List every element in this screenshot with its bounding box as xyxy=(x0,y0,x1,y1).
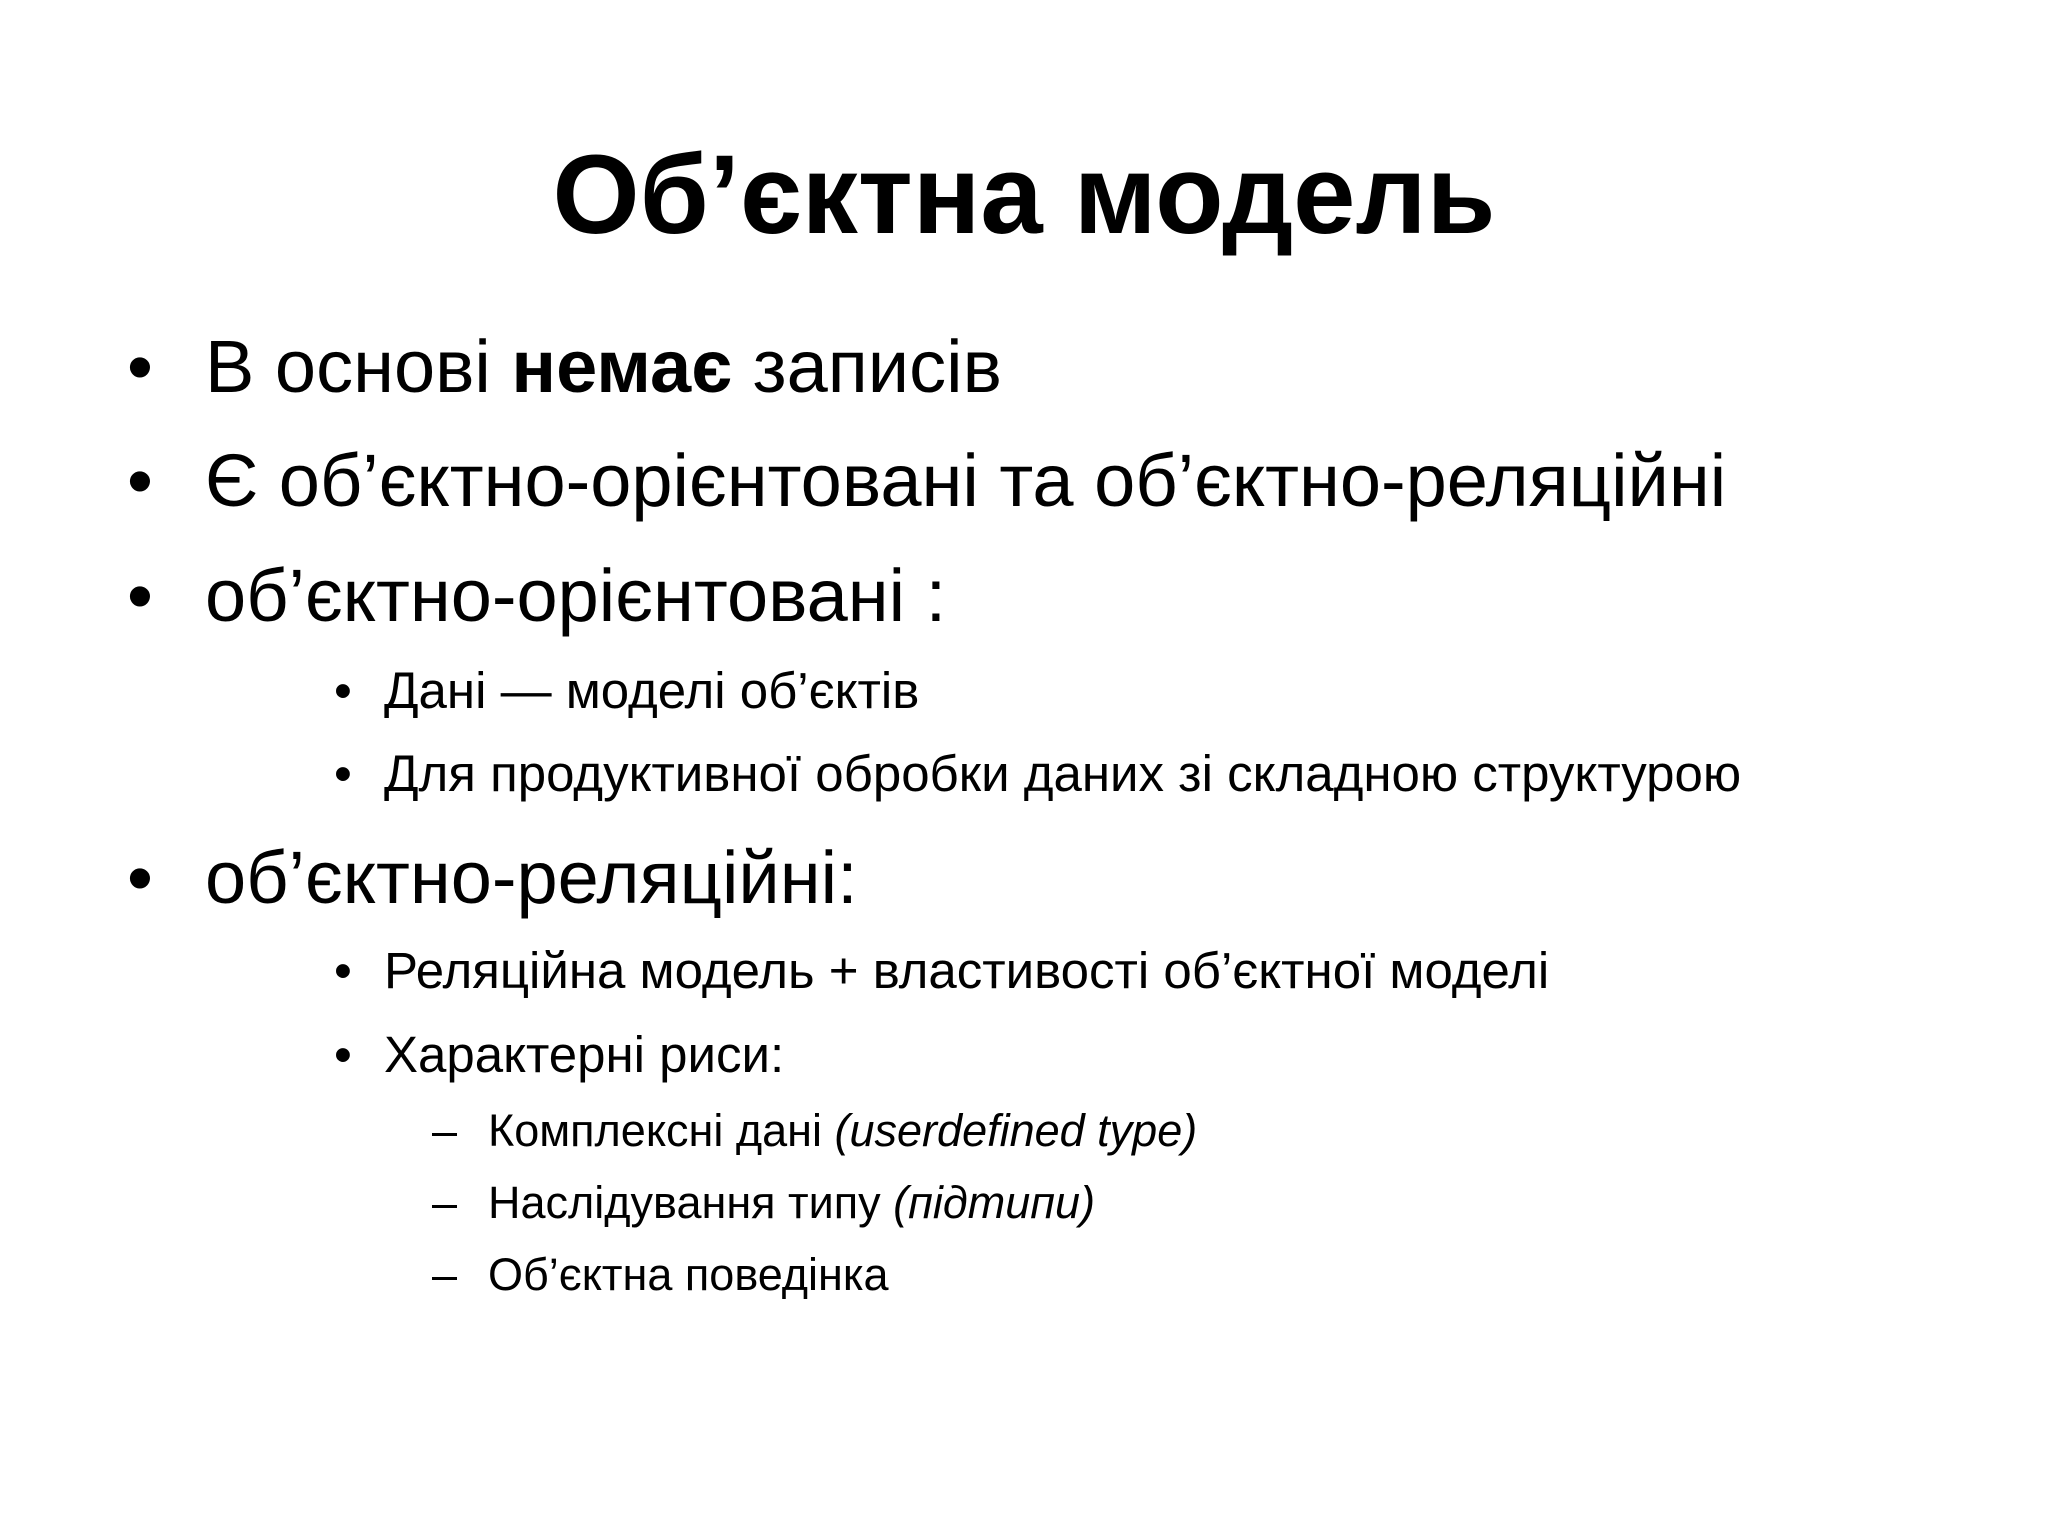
bullet-item-2 xyxy=(127,436,1727,526)
bullet-item-1 xyxy=(127,322,1002,412)
bullet-text: об’єктно-реляційні: xyxy=(205,836,858,919)
sub-bullet-text: Для продуктивної обробки даних зі складною структурою xyxy=(384,745,1742,802)
dash-icon: – xyxy=(432,1105,458,1156)
dash-text: Наслідування типу xyxy=(488,1177,894,1228)
bullet-item-4 xyxy=(127,833,858,923)
bullet-dot-icon: • xyxy=(127,439,153,522)
bullet-text-pre: В основі xyxy=(205,325,512,408)
bullet-item-3 xyxy=(127,551,947,641)
dash-text: Комплексні дані xyxy=(488,1105,835,1156)
sub-bullet-text: Реляційна модель + властивості об’єктної моделі xyxy=(384,942,1550,999)
bullet-text-bold: немає xyxy=(511,325,733,408)
bullet-dot-icon: • xyxy=(334,1026,352,1083)
bullet-dot-icon: • xyxy=(127,554,153,637)
dash-text-italic: (userdefined type) xyxy=(834,1105,1198,1156)
dash-icon: – xyxy=(432,1249,458,1300)
bullet-dot-icon: • xyxy=(127,836,153,919)
dash-item-3 xyxy=(432,1246,889,1304)
dash-icon: – xyxy=(432,1177,458,1228)
slide-title: Об’єктна модель xyxy=(552,132,1496,257)
sub-bullet-text: Дані — моделі об’єктів xyxy=(384,662,920,719)
sub-bullet-item-3 xyxy=(334,938,1550,1004)
bullet-dot-icon: • xyxy=(127,325,153,408)
dash-item-2 xyxy=(432,1174,1096,1232)
dash-text: Об’єктна поведінка xyxy=(488,1249,889,1300)
bullet-text: Є об’єктно-орієнтовані та об’єктно-реляційні xyxy=(205,439,1727,522)
bullet-text: об’єктно-орієнтовані : xyxy=(205,554,947,637)
bullet-text-post: записів xyxy=(732,325,1002,408)
dash-item-1 xyxy=(432,1102,1198,1160)
bullet-dot-icon: • xyxy=(334,662,352,719)
bullet-dot-icon: • xyxy=(334,942,352,999)
sub-bullet-text: Характерні риси: xyxy=(384,1026,785,1083)
bullet-dot-icon: • xyxy=(334,745,352,802)
dash-text-italic: (підтипи) xyxy=(893,1177,1096,1228)
sub-bullet-item-1 xyxy=(334,658,920,724)
sub-bullet-item-2 xyxy=(334,741,1742,807)
sub-bullet-item-4 xyxy=(334,1022,785,1088)
